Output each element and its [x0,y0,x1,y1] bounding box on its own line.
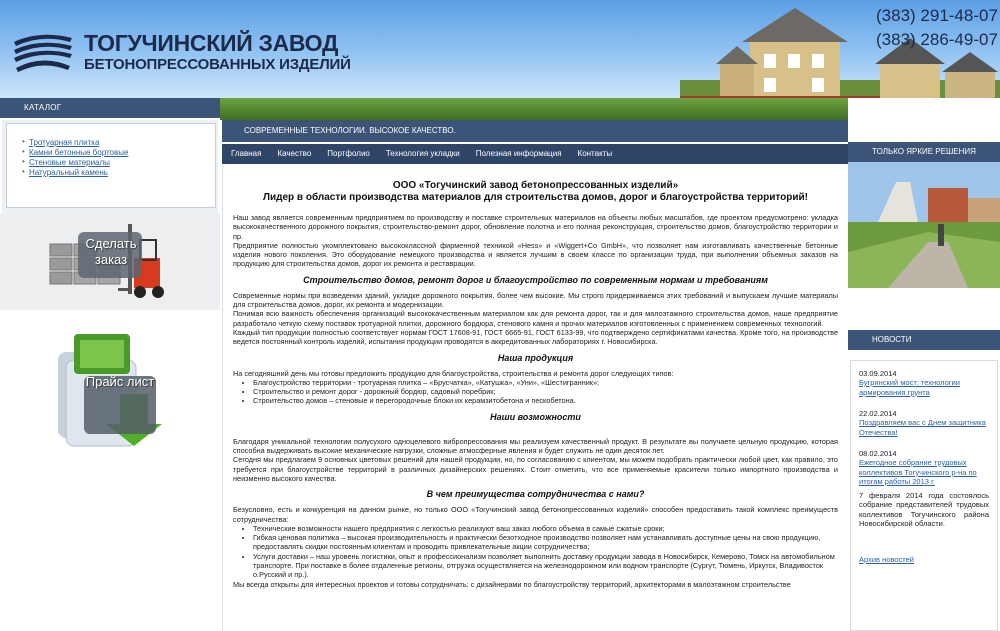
main-nav [222,144,848,164]
paragraph: На сегодняшний день мы готовы предложить продукцию для благоустройства, строительства и ремонта дорог следующих типов: [233,368,674,378]
header [0,0,1000,98]
phone-1[interactable]: (383) 291-48-07 [876,6,998,25]
phone-2[interactable]: (383) 286-49-07 [876,30,998,49]
catalog-link-stone[interactable]: Натуральный камень [29,168,108,177]
paragraph: Благодаря уникальной технологии полусухого одноцелевого вибропрессования мы реализуем качественный продукт. В результате вы получаете цельную продукцию, которая способна выдерживать высокие механические нагрузки, сложные атмосферные явления и будет служить не один десяток лет. [233,436,838,456]
right-sidebar [848,98,1000,631]
list-item: • Строительство домов – стеновые и перегородочные блоки их керамзитобетона и пескобетона. [253,396,838,405]
nav-contacts[interactable]: Контакты [577,149,613,158]
news-link[interactable]: Ежегодное собрание трудовых коллективов Тогучинского р-на по итогам работы 2013 г. [859,458,977,486]
catalog-link-wall[interactable]: Стеновые материалы [29,158,110,167]
catalog-list [6,123,216,208]
products-list [253,378,838,406]
bright-solutions-header: ТОЛЬКО ЯРКИЕ РЕШЕНИЯ [848,142,1000,162]
news-text: 7 февраля 2014 года состоялось собрание представителей трудовых коллективов Тогучинского района Новосибирской области. [859,490,989,528]
paragraph: Современные нормы при возведении зданий, укладке дорожного покрытия, более чем высокие. Мы строго придерживаемся этих требований и выпускаем лучшие материалы для строительства домов, дорог, их ремонта и модернизации. [233,290,838,310]
main-content [222,166,848,631]
grass-strip [220,98,848,120]
section-heading-products: Наша продукция [497,352,574,363]
section-heading-build: Строительство домов, ремонт дорог и благоустройство по современным нормам и требованиям [303,274,768,285]
page-title: ООО «Тогучинский завод бетонопрессованных изделий» [392,180,679,191]
section-heading-abilities: Наши возможности [490,411,581,422]
advantages-list [253,524,838,580]
price-banner[interactable] [0,324,220,454]
price-banner-label: Прайс лист [85,374,155,389]
paragraph: Сегодня мы предлагаем 9 основных цветовых решений для нашей продукции, но, по согласованию с клиентом, мы можем подобрать практически любой цвет, как правило, это требуется при благоустройстве территорий в различных дизайнерских решениях. Стоит отметить, что все применяемые красители только импортного производства и неизменно высокого качества. [233,455,838,483]
paragraph: Каждый тип продукции полностью соответствует нормам ГОСТ 17608-91, ГОСТ 6665-91, ГОСТ 6133-99, что подтверждено сертификатами качества. Кроме того, на производстве ведется постоянный контроль изделий, испытания продукции проводятся в аккредитованных лабораториях г. Новосибирска. [233,327,838,347]
news-date: 22.02.2014 [859,409,897,418]
list-item: • Благоустройство территории - тротуарная плитка – «Брусчатка», «Катушка», «Уни», «Шестигранник»; [253,378,838,387]
paragraph: Понимая всю важность обеспечения организаций высококачественным материалом как для ремонта дорог, так и для малоэтажного строительства домов, наше предприятие разработало четкую схему поставок тротуарной плитки, дорожного бордюра, стенового камня и прочих материалов изготовленных с применением современных технологий. [233,309,838,328]
list-item: • Услуги доставки – наш уровень логистики, опыт и профессионализм позволяет выполнить доставку продукции завода в Новосибирск, Кемерово, Томск на автомобильном транспорте. При поставке в более отдаленные регионы, отгрузка осуществляется на железнодорожном или водном транспорте (Сургут, Тюмень, Иркутск, Владивосток о.Русский и пр.). [253,552,838,580]
catalog-link-paving[interactable]: Тротуарная плитка [29,138,100,147]
nav-portfolio[interactable]: Портфолио [327,149,370,158]
news-header: НОВОСТИ [848,330,1000,350]
paragraph: Мы всегда открыты для интересных проектов и готовы сотрудничать: с дизайнерами по благоустройству территорий, архитекторами в малоэтажном строительстве [233,579,791,589]
nav-info[interactable]: Полезная информация [475,149,562,158]
page-subtitle: Лидер в области производства материалов для строительства домов, дорог и благоустройства территорий! [262,192,809,203]
catalog-item [29,138,211,147]
catalog-item [29,158,211,167]
left-sidebar [0,98,220,631]
logo-subtitle: БЕТОНОПРЕССОВАННЫХ ИЗДЕЛИЙ [84,56,351,73]
paragraph: Предприятие полностью укомплектовано высококлассной фирменной техникой «Hess» и «Wiggert+Co GmbH», что позволяет нам изготавливать качественные бетонные изделия нового поколения. Это оборудование немецкого производства и является лучшим в своем классе по организации труда, при выполнении объемных заказов на продукцию для строительства домов, дорог их ремонта и реставрации. [233,240,838,269]
paragraph: Наш завод является современным предприятием по производству и поставке строительных материалов на объекты любых масштабов, где проектом предусмотрено: укладка высококачественного дорожного покрытия, строительство-ремонт дорог, обновление полотна и его полная реконструкция, строительство домов, благоустройство территории и пр. [233,213,838,241]
list-item: • Технические возможности нашего предприятия с легкостью реализуют ваш заказ любого объема в самые сжатые сроки; [253,524,838,533]
nav-quality[interactable]: Качество [277,149,312,158]
paragraph: Безусловно, есть и конкуренция на данном рынке, но только ООО «Тогучинский завод бетонопрессованных изделий» способен предоставить такой комплекс преимуществ сотрудничества: [233,505,838,524]
news-archive-link[interactable]: Архив новостей [859,554,914,564]
news-box [850,360,998,631]
list-item: • Гибкая ценовая политика – высокая производительность и практически безотходное производство позволяет нам устанавливать доступные цены на свою продукцию, предоставлять скидки постоянным клиентам и проводить привлекательные акции сотрудничества; [253,533,838,552]
catalog-header: КАТАЛОГ [0,98,220,118]
landscape-photo[interactable] [848,162,1000,288]
section-heading-advantages: В чем преимущества сотрудничества с нами? [426,489,645,500]
catalog-item [29,168,211,177]
news-link[interactable]: Поздравляем вас с Днем защитника Отечества! [859,418,986,437]
nav-home[interactable]: Главная [231,149,262,158]
catalog-item [29,148,211,157]
logo-title: ТОГУЧИНСКИЙ ЗАВОД [84,30,339,56]
catalog-link-curbs[interactable]: Камни бетонные бортовые [29,148,129,157]
nav-technology[interactable]: Технология укладки [385,149,460,158]
order-banner-label: Сделать заказ [85,236,137,267]
order-banner[interactable] [0,214,220,310]
list-item: • Строительство и ремонт дорог - дорожный бордюр, садовый поребрик; [253,387,838,396]
news-date: 08.02.2014 [859,449,897,458]
news-date: 03.09.2014 [859,369,897,378]
logo-icon[interactable] [12,28,74,78]
news-link[interactable]: Бугринский мост: технологии армирования грунта [859,378,960,397]
slogan-bar: СОВРЕМЕННЫЕ ТЕХНОЛОГИИ. ВЫСОКОЕ КАЧЕСТВО. [222,120,848,142]
